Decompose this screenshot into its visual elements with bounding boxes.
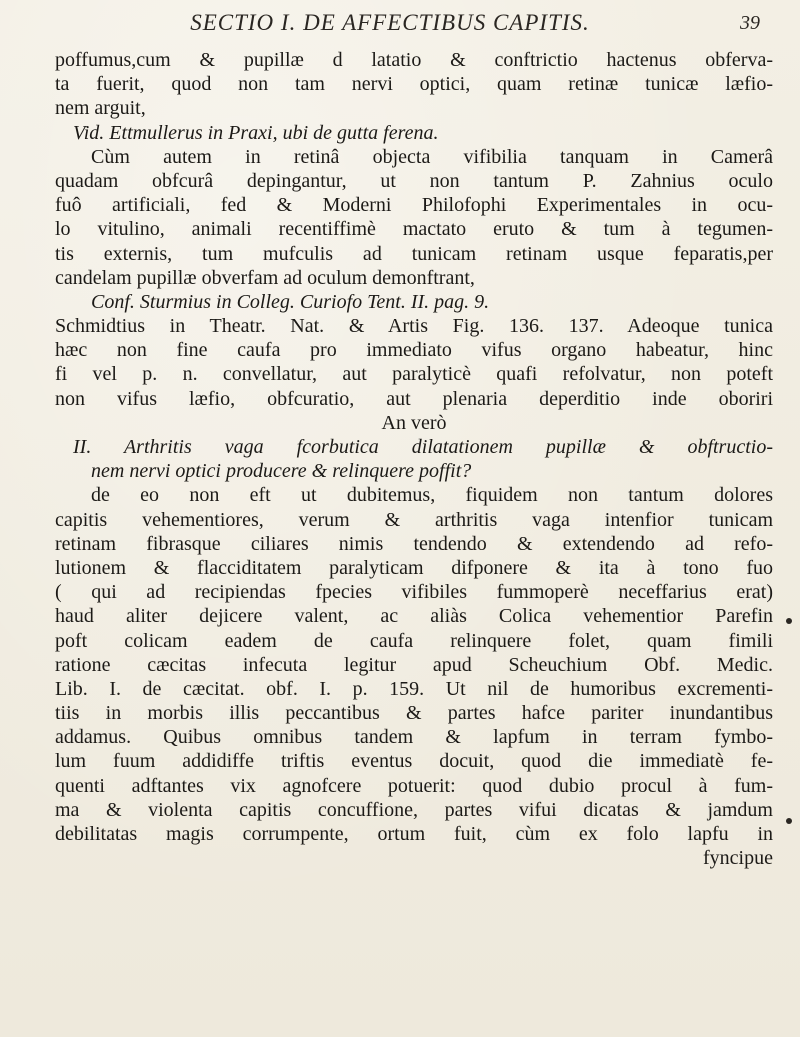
text-line: fi vel p. n. convellatur, aut paralyticè quafi refolvatur, non poteft [55, 363, 773, 386]
text-line: Cùm autem in retinâ objecta vifibilia tanquam in Camerâ [91, 145, 773, 168]
text-line: lum fuum addidiffe triftis eventus docuit, quod die immediatè fe- [55, 750, 773, 773]
text-line: tis externis, tum mufculis ad tunicam retinam usque feparatis,per [55, 242, 773, 265]
text-line: nem arguit, [55, 97, 146, 120]
text-line: ratione cæcitas infecuta legitur apud Scheuchium Obf. Medic. [55, 653, 773, 676]
text-line: non vifus læfio, obfcuratio, aut plenaria deperditio inde oboriri [55, 387, 773, 410]
text-line: Lib. I. de cæcitat. obf. I. p. 159. Ut nil de humoribus excrementi- [55, 677, 773, 700]
text-line: quenti adftantes vix agnofcere potuerit: quod dubio procul à fum- [55, 774, 773, 797]
section-heading: II. Arthritis vaga fcorbutica dilatationem pupillæ & obftructio- [73, 436, 773, 458]
text-line: tiis in morbis illis peccantibus & partes hafce pariter inundantibus [55, 702, 773, 725]
citation-line: Conf. Sturmius in Colleg. Curiofo Tent. II. pag. 9. [91, 290, 490, 313]
margin-dot [786, 818, 792, 824]
text-line: quadam obfcurâ depingantur, ut non tantum P. Zahnius oculo [55, 169, 773, 192]
section-heading: nem nervi optici producere & relinquere poffit? [91, 460, 472, 483]
text-line: candelam pupillæ obverfam ad oculum demonftrant, [55, 266, 475, 289]
text-line: ( qui ad recipiendas fpecies vifibiles fummoperè neceffarius erat) [55, 581, 773, 604]
text-line: ta fuerit, quod non tam nervi optici, quam retinæ tunicæ læfio- [55, 73, 773, 96]
text-line: addamus. Quibus omnibus tandem & lapfum in terram fymbo- [55, 726, 773, 749]
text-line: hæc non fine caufa pro immediato vifus organo habeatur, hinc [55, 339, 773, 362]
text-line: An verò [381, 411, 447, 434]
catchword: fyncipue [703, 847, 773, 870]
text-line: Schmidtius in Theatr. Nat. & Artis Fig. 136. 137. Adeoque tunica [55, 315, 773, 338]
margin-dot [786, 618, 792, 624]
page-header [90, 10, 760, 50]
text-line: haud aliter dejicere valent, ac aliàs Colica vehementior Parefin [55, 605, 773, 628]
running-head: SECTIO I. DE AFFECTIBUS CAPITIS. [190, 10, 590, 35]
text-line: debilitatas magis corrumpente, ortum fuit, cùm ex folo lapfu in [55, 823, 773, 845]
citation-line: Vid. Ettmullerus in Praxi, ubi de gutta ferena. [73, 121, 439, 144]
text-line: capitis vehementiores, verum & arthritis vaga intenfior tunicam [55, 508, 773, 531]
text-line: fuô artificiali, fed & Moderni Philofophi Experimentales in ocu- [55, 194, 773, 217]
text-line: poffumus,cum & pupillæ d latatio & conftrictio hactenus obferva- [55, 49, 773, 71]
text-line: de eo non eft ut dubitemus, fiquidem non tantum dolores [91, 484, 773, 507]
text-line: ma & violenta capitis concuffione, partes vifui dicatas & jamdum [55, 798, 773, 821]
text-line: lutionem & flacciditatem paralyticam difponere & ita à tono fuo [55, 556, 773, 579]
text-line: poft colicam eadem de caufa relinquere folet, quam fimili [55, 629, 773, 652]
text-line: lo vitulino, animali recentiffimè mactato eruto & tum à tegumen- [55, 218, 773, 241]
page-number: 39 [740, 12, 760, 34]
body-text [55, 48, 773, 870]
text-line: retinam fibrasque ciliares nimis tendendo & extendendo ad refo- [55, 532, 773, 555]
